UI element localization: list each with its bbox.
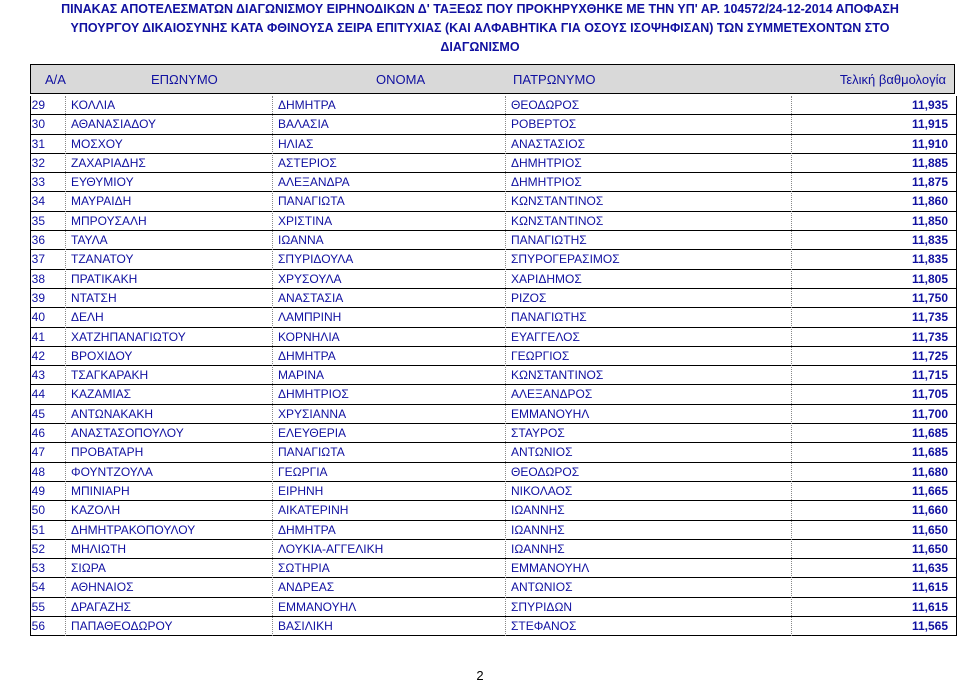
cell-score: 11,635 <box>911 561 948 576</box>
cell-aa: 56 <box>31 619 45 634</box>
table-row <box>31 521 956 540</box>
cell-aa: 30 <box>31 117 45 132</box>
cell-father: ΕΜΜΑΝΟΥΗΛ <box>511 406 590 421</box>
table-row <box>31 289 956 308</box>
cell-father: ΣΤΕΦΑΝΟΣ <box>511 619 577 634</box>
cell-score: 11,680 <box>911 464 948 479</box>
cell-aa: 34 <box>31 194 45 209</box>
cell-name: ΚΟΡΝΗΛΙΑ <box>278 329 340 344</box>
document-title <box>0 0 960 57</box>
table-row <box>31 347 956 366</box>
cell-surname: ΔΡΑΓΑΖΗΣ <box>71 599 132 614</box>
title-line-3: ΔΙΑΓΩΝΙΣΜΟ <box>440 40 520 54</box>
cell-father: ΠΑΝΑΓΙΩΤΗΣ <box>511 233 587 248</box>
cell-name: ΠΑΝΑΓΙΩΤΑ <box>278 194 345 209</box>
cell-surname: ΒΡΟΧΙΔΟΥ <box>71 348 133 363</box>
cell-score: 11,685 <box>911 426 948 441</box>
cell-score: 11,850 <box>911 213 948 228</box>
cell-father: ΑΛΕΞΑΝΔΡΟΣ <box>511 387 593 402</box>
cell-score: 11,665 <box>911 483 948 498</box>
cell-aa: 49 <box>31 483 45 498</box>
cell-father: ΚΩΝΣΤΑΝΤΙΝΟΣ <box>511 213 604 228</box>
cell-aa: 44 <box>31 387 45 402</box>
cell-name: ΑΝΑΣΤΑΣΙΑ <box>278 290 344 305</box>
results-table <box>30 96 957 636</box>
title-line-1: ΠΙΝΑΚΑΣ ΑΠΟΤΕΛΕΣΜΑΤΩΝ ΔΙΑΓΩΝΙΣΜΟΥ ΕΙΡΗΝΟΔΙΚΩΝ Δ' ΤΑΞΕΩΣ ΠΟΥ ΠΡΟΚΗΡΥΧΘΗΚΕ ΜΕ ΤΗΝ ΥΠ' ΑΡ. 104572/24-12-2014 ΑΠΟΦΑΣΗ <box>61 2 899 16</box>
cell-surname: ΦΟΥΝΤΖΟΥΛΑ <box>71 464 153 479</box>
cell-father: ΔΗΜΗΤΡΙΟΣ <box>511 175 582 190</box>
cell-father: ΝΙΚΟΛΑΟΣ <box>511 483 573 498</box>
cell-surname: ΜΠΙΝΙΑΡΗ <box>71 483 130 498</box>
cell-surname: ΠΡΑΤΙΚΑΚΗ <box>71 271 138 286</box>
cell-aa: 35 <box>31 213 45 228</box>
cell-name: ΕΜΜΑΝΟΥΗΛ <box>278 599 357 614</box>
cell-score: 11,735 <box>911 329 948 344</box>
cell-name: ΠΑΝΑΓΙΩΤΑ <box>278 445 345 460</box>
cell-surname: ΜΑΥΡΑΙΔΗ <box>71 194 132 209</box>
cell-score: 11,700 <box>911 406 948 421</box>
cell-score: 11,705 <box>911 387 948 402</box>
cell-surname: ΑΘΗΝΑΙΟΣ <box>71 580 134 595</box>
cell-score: 11,660 <box>911 503 948 518</box>
cell-aa: 43 <box>31 368 45 383</box>
header-surname: ΕΠΩΝΥΜΟ <box>151 72 218 87</box>
cell-score: 11,915 <box>911 117 948 132</box>
table-row <box>31 154 956 173</box>
cell-score: 11,750 <box>911 290 948 305</box>
table-row <box>31 443 956 462</box>
cell-score: 11,860 <box>911 194 948 209</box>
table-row <box>31 578 956 597</box>
cell-name: ΕΙΡΗΝΗ <box>278 483 324 498</box>
cell-name: ΕΛΕΥΘΕΡΙΑ <box>278 426 347 441</box>
cell-score: 11,805 <box>911 271 948 286</box>
cell-father: ΚΩΝΣΤΑΝΤΙΝΟΣ <box>511 194 604 209</box>
table-row <box>31 96 956 115</box>
table-row <box>31 212 956 231</box>
cell-name: ΣΩΤΗΡΙΑ <box>278 561 330 576</box>
cell-father: ΔΗΜΗΤΡΙΟΣ <box>511 155 582 170</box>
cell-father: ΘΕΟΔΩΡΟΣ <box>511 464 580 479</box>
table-row <box>31 250 956 269</box>
cell-aa: 53 <box>31 561 45 576</box>
cell-name: ΜΑΡΙΝΑ <box>278 368 325 383</box>
cell-surname: ΜΠΡΟΥΣΑΛΗ <box>71 213 147 228</box>
cell-surname: ΖΑΧΑΡΙΑΔΗΣ <box>71 155 146 170</box>
table-row <box>31 115 956 134</box>
cell-name: ΧΡΙΣΤΙΝΑ <box>278 213 333 228</box>
cell-surname: ΤΖΑΝΑΤΟΥ <box>71 252 134 267</box>
cell-father: ΚΩΝΣΤΑΝΤΙΝΟΣ <box>511 368 604 383</box>
cell-aa: 48 <box>31 464 45 479</box>
cell-name: ΣΠΥΡΙΔΟΥΛΑ <box>278 252 354 267</box>
cell-score: 11,685 <box>911 445 948 460</box>
cell-father: ΙΩΑΝΝΗΣ <box>511 522 565 537</box>
cell-surname: ΤΑΥΛΑ <box>71 233 108 248</box>
table-row <box>31 328 956 347</box>
cell-surname: ΑΝΑΣΤΑΣΟΠΟΥΛΟΥ <box>71 426 184 441</box>
table-row <box>31 385 956 404</box>
cell-father: ΣΠΥΡΙΔΩΝ <box>511 599 573 614</box>
header-name: ΟΝΟΜΑ <box>376 72 426 87</box>
column-divider <box>65 96 66 636</box>
table-header <box>30 64 955 94</box>
cell-score: 11,885 <box>911 155 948 170</box>
cell-father: ΙΩΑΝΝΗΣ <box>511 541 565 556</box>
cell-surname: ΧΑΤΖΗΠΑΝΑΓΙΩΤΟΥ <box>71 329 186 344</box>
cell-name: ΒΑΛΑΣΙΑ <box>278 117 329 132</box>
cell-father: ΡΟΒΕΡΤΟΣ <box>511 117 577 132</box>
cell-father: ΧΑΡΙΔΗΜΟΣ <box>511 271 582 286</box>
cell-score: 11,735 <box>911 310 948 325</box>
cell-name: ΓΕΩΡΓΙΑ <box>278 464 328 479</box>
cell-name: ΛΑΜΠΡΙΝΗ <box>278 310 342 325</box>
cell-score: 11,835 <box>911 233 948 248</box>
cell-aa: 51 <box>31 522 45 537</box>
cell-father: ΑΝΤΩΝΙΟΣ <box>511 580 573 595</box>
cell-score: 11,650 <box>911 522 948 537</box>
cell-surname: ΚΑΖΟΛΗ <box>71 503 121 518</box>
cell-father: ΙΩΑΝΝΗΣ <box>511 503 565 518</box>
table-row <box>31 617 956 636</box>
cell-score: 11,650 <box>911 541 948 556</box>
cell-score: 11,910 <box>911 136 948 151</box>
cell-aa: 55 <box>31 599 45 614</box>
table-row <box>31 482 956 501</box>
title-line-2: ΥΠΟΥΡΓΟΥ ΔΙΚΑΙΟΣΥΝΗΣ ΚΑΤΑ ΦΘΙΝΟΥΣΑ ΣΕΙΡΑ ΕΠΙΤΥΧΙΑΣ (ΚΑΙ ΑΛΦΑΒΗΤΙΚΑ ΓΙΑ ΟΣΟΥΣ ΙΣΟΨΗΦΙΣΑΝ) ΤΩΝ ΣΥΜΜΕΤΕΧΟΝΤΩΝ ΣΤΟ <box>70 21 890 35</box>
column-divider <box>505 96 506 636</box>
table-row <box>31 173 956 192</box>
cell-surname: ΠΑΠΑΘΕΟΔΩΡΟΥ <box>71 619 173 634</box>
cell-father: ΑΝΑΣΤΑΣΙΟΣ <box>511 136 586 151</box>
cell-surname: ΕΥΘΥΜΙΟΥ <box>71 175 134 190</box>
cell-surname: ΤΣΑΓΚΑΡΑΚΗ <box>71 368 149 383</box>
cell-aa: 36 <box>31 233 45 248</box>
cell-surname: ΑΘΑΝΑΣΙΑΔΟΥ <box>71 117 157 132</box>
cell-name: ΑΙΚΑΤΕΡΙΝΗ <box>278 503 349 518</box>
cell-father: ΡΙΖΟΣ <box>511 290 547 305</box>
table-row <box>31 463 956 482</box>
cell-name: ΑΝΔΡΕΑΣ <box>278 580 335 595</box>
cell-aa: 42 <box>31 348 45 363</box>
cell-aa: 39 <box>31 290 45 305</box>
cell-surname: ΜΟΣΧΟΥ <box>71 136 123 151</box>
cell-aa: 29 <box>31 98 45 112</box>
cell-aa: 54 <box>31 580 45 595</box>
cell-surname: ΚΟΛΛΙΑ <box>71 98 116 112</box>
table-row <box>31 270 956 289</box>
cell-father: ΕΥΑΓΓΕΛΟΣ <box>511 329 580 344</box>
cell-aa: 47 <box>31 445 45 460</box>
header-aa: Α/Α <box>45 72 66 87</box>
cell-surname: ΣΙΩΡΑ <box>71 561 106 576</box>
cell-name: ΑΣΤΕΡΙΟΣ <box>278 155 337 170</box>
cell-surname: ΔΗΜΗΤΡΑΚΟΠΟΥΛΟΥ <box>71 522 196 537</box>
cell-name: ΔΗΜΗΤΡΑ <box>278 98 336 112</box>
cell-surname: ΠΡΟΒΑΤΑΡΗ <box>71 445 144 460</box>
cell-score: 11,615 <box>911 599 948 614</box>
table-row <box>31 598 956 617</box>
table-row <box>31 366 956 385</box>
table-row <box>31 405 956 424</box>
cell-name: ΒΑΣΙΛΙΚΗ <box>278 619 333 634</box>
cell-surname: ΚΑΖΑΜΙΑΣ <box>71 387 132 402</box>
cell-aa: 40 <box>31 310 45 325</box>
table-row <box>31 192 956 211</box>
cell-aa: 50 <box>31 503 45 518</box>
cell-score: 11,875 <box>911 175 948 190</box>
cell-father: ΑΝΤΩΝΙΟΣ <box>511 445 573 460</box>
cell-surname: ΑΝΤΩΝΑΚΑΚΗ <box>71 406 154 421</box>
table-row <box>31 231 956 250</box>
cell-name: ΧΡΥΣΙΑΝΝΑ <box>278 406 347 421</box>
table-row <box>31 424 956 443</box>
cell-score: 11,725 <box>911 348 948 363</box>
cell-name: ΔΗΜΗΤΡΑ <box>278 348 336 363</box>
cell-father: ΣΠΥΡΟΓΕΡΑΣΙΜΟΣ <box>511 252 620 267</box>
column-divider <box>791 96 792 636</box>
cell-score: 11,565 <box>911 619 948 634</box>
cell-score: 11,835 <box>911 252 948 267</box>
cell-father: ΣΤΑΥΡΟΣ <box>511 426 565 441</box>
cell-name: ΧΡΥΣΟΥΛΑ <box>278 271 342 286</box>
cell-father: ΘΕΟΔΩΡΟΣ <box>511 98 580 112</box>
cell-score: 11,935 <box>911 98 948 112</box>
cell-surname: ΜΗΛΙΩΤΗ <box>71 541 126 556</box>
table-row <box>31 501 956 520</box>
cell-aa: 31 <box>31 136 45 151</box>
table-row <box>31 135 956 154</box>
page-number: 2 <box>476 668 484 683</box>
cell-score: 11,715 <box>911 368 948 383</box>
cell-name: ΛΟΥΚΙΑ-ΑΓΓΕΛΙΚΗ <box>278 541 384 556</box>
cell-name: ΔΗΜΗΤΡΙΟΣ <box>278 387 349 402</box>
cell-aa: 38 <box>31 271 45 286</box>
cell-aa: 32 <box>31 155 45 170</box>
cell-aa: 41 <box>31 329 45 344</box>
table-row <box>31 540 956 559</box>
column-divider <box>272 96 273 636</box>
header-score: Τελική βαθμολογία <box>839 72 946 87</box>
cell-score: 11,615 <box>911 580 948 595</box>
cell-aa: 45 <box>31 406 45 421</box>
cell-father: ΕΜΜΑΝΟΥΗΛ <box>511 561 590 576</box>
header-father: ΠΑΤΡΩΝΥΜΟ <box>513 72 596 87</box>
cell-name: ΗΛΙΑΣ <box>278 136 314 151</box>
cell-aa: 33 <box>31 175 45 190</box>
cell-name: ΙΩΑΝΝΑ <box>278 233 324 248</box>
cell-aa: 52 <box>31 541 45 556</box>
cell-father: ΓΕΩΡΓΙΟΣ <box>511 348 570 363</box>
table-row <box>31 559 956 578</box>
cell-name: ΔΗΜΗΤΡΑ <box>278 522 336 537</box>
cell-aa: 46 <box>31 426 45 441</box>
cell-aa: 37 <box>31 252 45 267</box>
cell-father: ΠΑΝΑΓΙΩΤΗΣ <box>511 310 587 325</box>
cell-name: ΑΛΕΞΑΝΔΡΑ <box>278 175 350 190</box>
table-row <box>31 308 956 327</box>
cell-surname: ΔΕΛΗ <box>71 310 104 325</box>
cell-surname: ΝΤΑΤΣΗ <box>71 290 117 305</box>
